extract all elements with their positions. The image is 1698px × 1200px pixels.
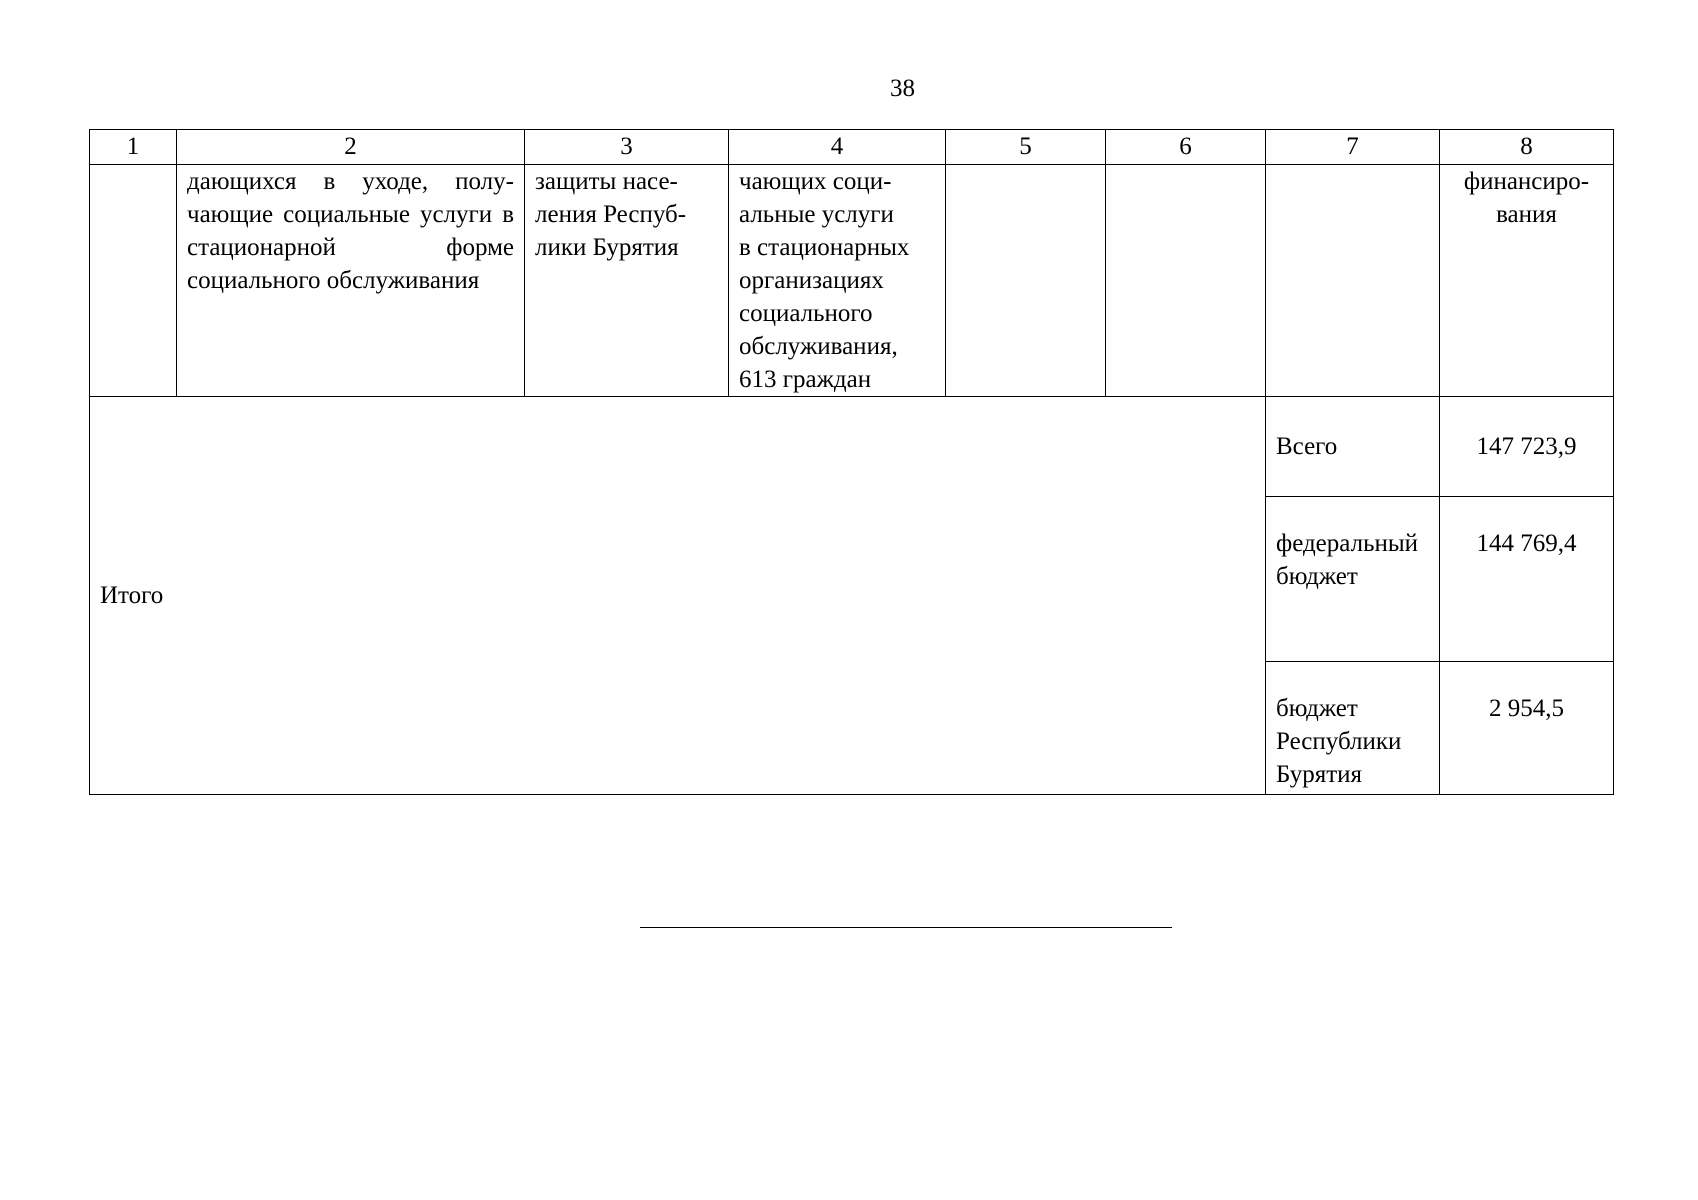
column-number: 6 (1106, 130, 1266, 165)
cell-executor: защиты населения Республики Бурятия (525, 165, 729, 397)
column-number-row (90, 130, 1614, 165)
total-row-value: 2 954,5 (1440, 662, 1614, 795)
cell-col6 (1106, 165, 1266, 397)
column-number: 3 (525, 130, 729, 165)
total-row-label: федеральный бюджет (1266, 497, 1440, 662)
column-number: 2 (177, 130, 525, 165)
total-row-value: 144 769,4 (1440, 497, 1614, 662)
total-row-value: 147 723,9 (1440, 397, 1614, 497)
table-row (90, 165, 1614, 397)
page-number: 38 (890, 75, 915, 102)
budget-table (89, 129, 1614, 795)
cell-funding: финансирования (1440, 165, 1614, 397)
cell-indicator: чающих социальные услуги в стационарных организациях социального обслуживания, 613 граждан (729, 165, 946, 397)
total-row-all (90, 397, 1614, 497)
column-number: 1 (90, 130, 177, 165)
total-label: Итого (90, 397, 1266, 795)
column-number: 7 (1266, 130, 1440, 165)
total-row-label: бюджет Республики Бурятия (1266, 662, 1440, 795)
column-number: 5 (946, 130, 1106, 165)
column-number: 4 (729, 130, 946, 165)
cell-number (90, 165, 177, 397)
column-number: 8 (1440, 130, 1614, 165)
cell-recipients: дающихся в уходе, получающие социальные услуги в стационарной форме социального обслуживания (177, 165, 525, 397)
cell-col5 (946, 165, 1106, 397)
cell-col7 (1266, 165, 1440, 397)
total-row-label: Всего (1266, 397, 1440, 497)
separator-line (640, 927, 1172, 928)
